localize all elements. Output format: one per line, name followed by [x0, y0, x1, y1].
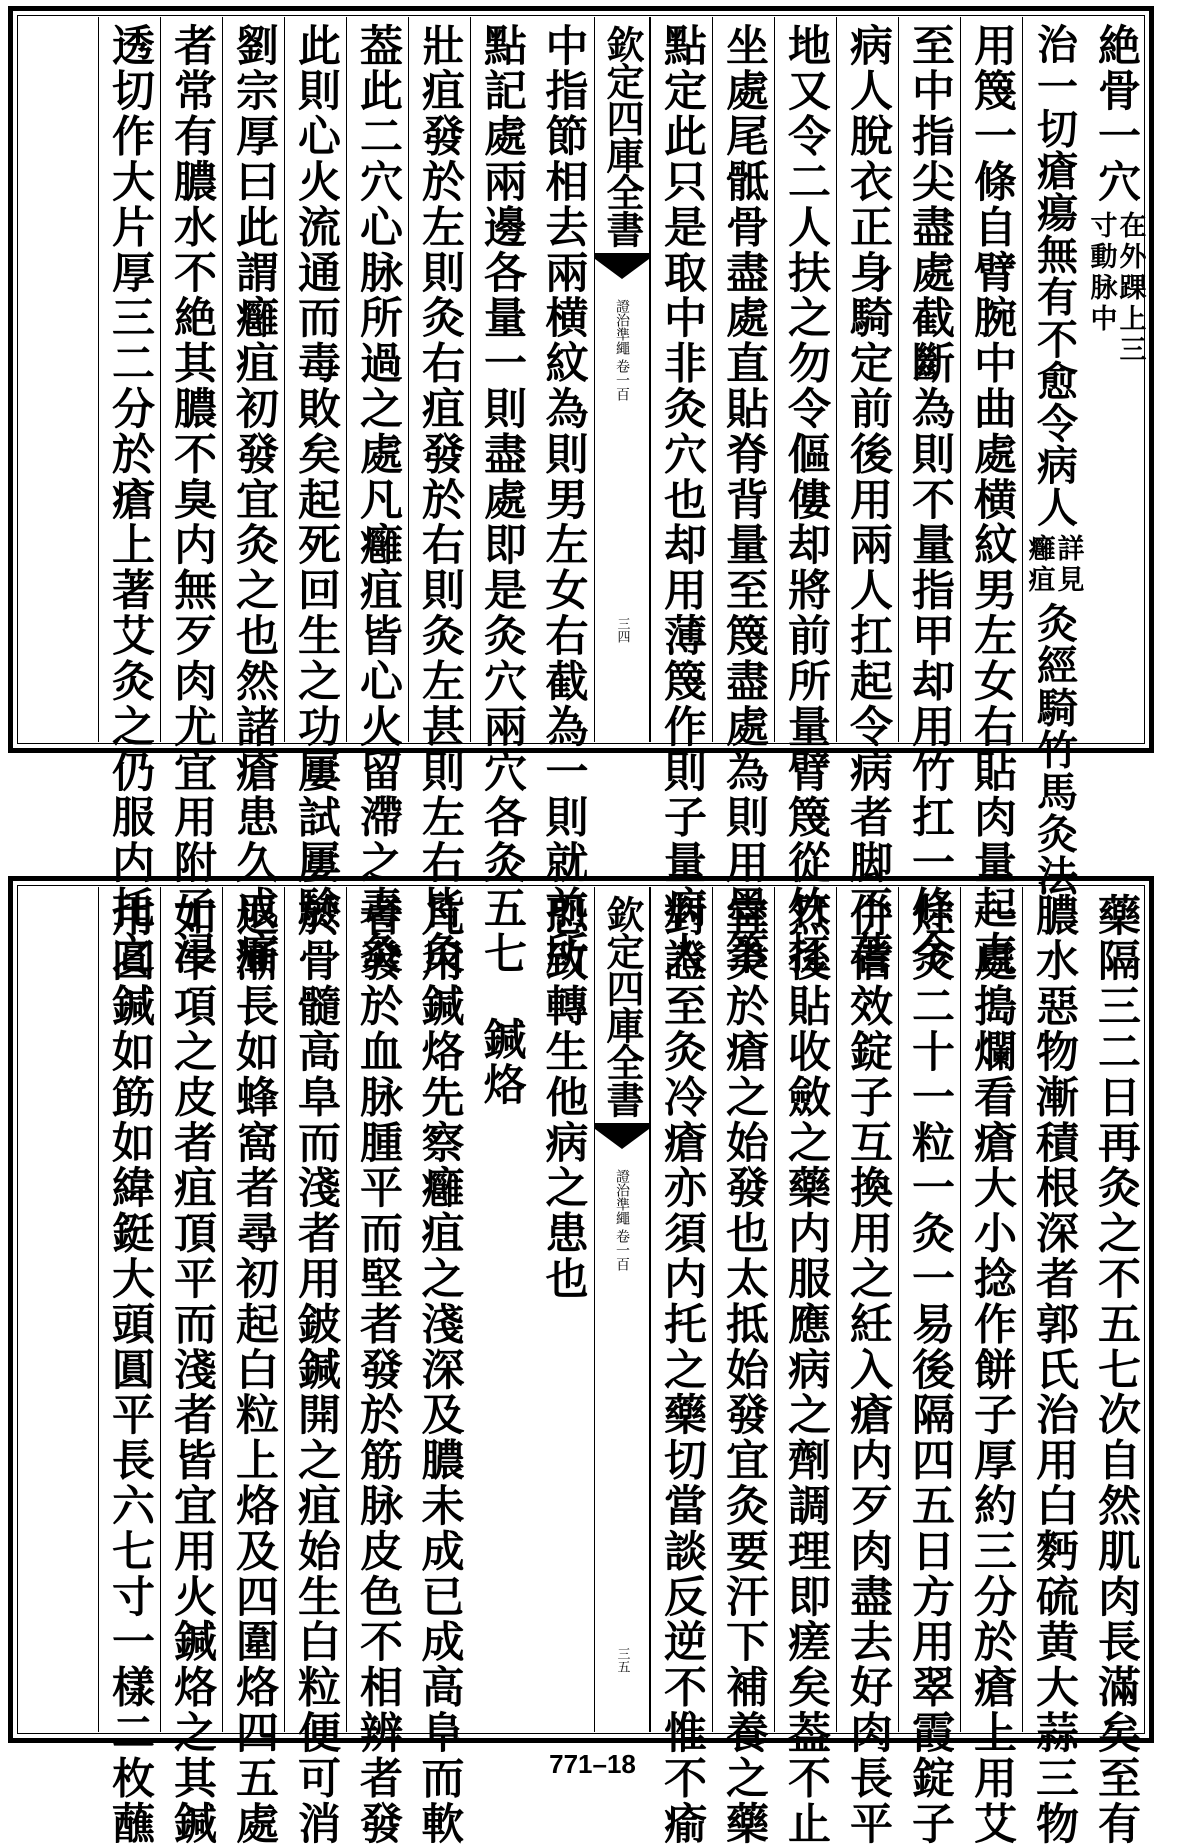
text-column: 恐致轉生他病之患也	[538, 893, 589, 1302]
text-column: 透切作大片厚三二分於瘡上著艾灸之仍服内托之	[98, 17, 160, 742]
text-column	[1022, 17, 1084, 897]
text-column: 如牛項之皮者疽頂平而淺者皆宜用火鍼烙之其鍼	[160, 887, 222, 1732]
text-column: 劉宗厚曰此謂癰疽初發宜灸之也然諸瘡患久成痛	[222, 17, 284, 742]
text-column: 一處搗爛看瘡大小捻作餅子厚約三分於瘡上用艾	[960, 887, 1022, 1732]
text-column: 炷灸二十一粒一灸一易後隔四五日方用翠霞錠子	[898, 887, 960, 1732]
text-column: 葢此二穴心脉所過之處凡癰疽皆心火留滯之毒灸	[346, 17, 408, 742]
fish-tail-mark	[595, 1123, 649, 1149]
text-column: 壯疽發於左則灸右疽發於右則灸左甚則左右皆灸	[408, 17, 470, 742]
text-column: 者常有膿水不絶其膿不臭内無歹肉尤宜用附子浸	[160, 17, 222, 742]
text-column: 者發於血脉腫平而堅者發於筋脉皮色不相辨者發	[346, 887, 408, 1732]
fish-tail-mark	[595, 253, 649, 279]
text-column: 坐處尾骶骨盡處直貼脊背量至篾盡處為則用墨筆	[712, 17, 774, 742]
text-column: 凡用鍼烙先察癰疽之淺深及膿未成已成高阜而軟	[414, 893, 465, 1846]
text-column: 絶骨一穴 在外踝上三 寸動脉中	[1085, 23, 1146, 366]
column-text: 治一切瘡瘍無有不愈令病人	[1030, 23, 1078, 529]
text-column: 用圓鍼如筯如緯鋌大頭圓平長六七寸一樣二枚蘸	[98, 887, 160, 1732]
column-text: 灸經騎竹馬灸法	[1030, 602, 1078, 897]
center-fold: 欽定四庫全書 證治準繩 卷一百 三五	[594, 887, 650, 1732]
text-column: 點記處兩邊各量一則盡處即是灸穴兩穴各灸五七	[470, 17, 532, 742]
text-column: 於骨髓高阜而淺者用鈹鍼開之疽始生白粒便可消	[284, 887, 346, 1732]
text-column: 病人脫衣正身騎定前後用兩人扛起令病者脚不著	[836, 17, 898, 742]
center-fold: 欽定四庫全書 證治準繩 卷一百 三四	[594, 17, 650, 742]
text-column: 用篾一條自臂腕中曲處横紋男左女右貼肉量起直	[960, 17, 1022, 742]
section-heading: 鍼烙	[476, 1017, 527, 1108]
text-column: 然後貼收斂之藥内服應病之劑調理即瘥矣葢不止	[774, 887, 836, 1732]
top-page	[8, 6, 1154, 977]
text-column: 對證至灸冷瘡亦須内托之藥切當談反逆不惟不瘉	[650, 887, 712, 1732]
text-column: 宜灸於瘡之始發也太抵始發宜灸要汗下補養之藥	[712, 887, 774, 1732]
text-column: 點定此只是取中非灸穴也却用薄篾作則子量病人	[650, 17, 712, 742]
page-footer: 771–18	[549, 1749, 636, 1779]
text-column: 膿水惡物漸積根深者郭氏治用白麪硫黄大蒜三物	[1022, 887, 1084, 1732]
text-column: 此則心火流通而毒敗矣起死回生之功屢試屢驗	[284, 17, 346, 742]
interlinear-note: 在外踝上三 寸動脉中	[1085, 210, 1146, 366]
text-column: 至中指尖盡處截斷為則不量指甲却用竹扛一條令	[898, 17, 960, 742]
text-column: 藥隔三二日再灸之不五七次自然肌肉長滿矣至有	[1091, 893, 1141, 1846]
text-column: 併信效錠子互換用之紝入瘡内歹肉盡去好肉長平	[836, 887, 898, 1732]
text-column: 地又令二人扶之勿令傴僂却將前所量臂篾從竹扛	[774, 17, 836, 742]
text-column: 退漸長如蜂窩者尋初起白粒上烙及四圍烙四五處	[222, 887, 284, 1732]
interlinear-note: 詳見 癰疽	[1023, 534, 1084, 597]
text-column: 中指節相去兩横紋為則男左女右截為一則就前所	[538, 23, 589, 977]
